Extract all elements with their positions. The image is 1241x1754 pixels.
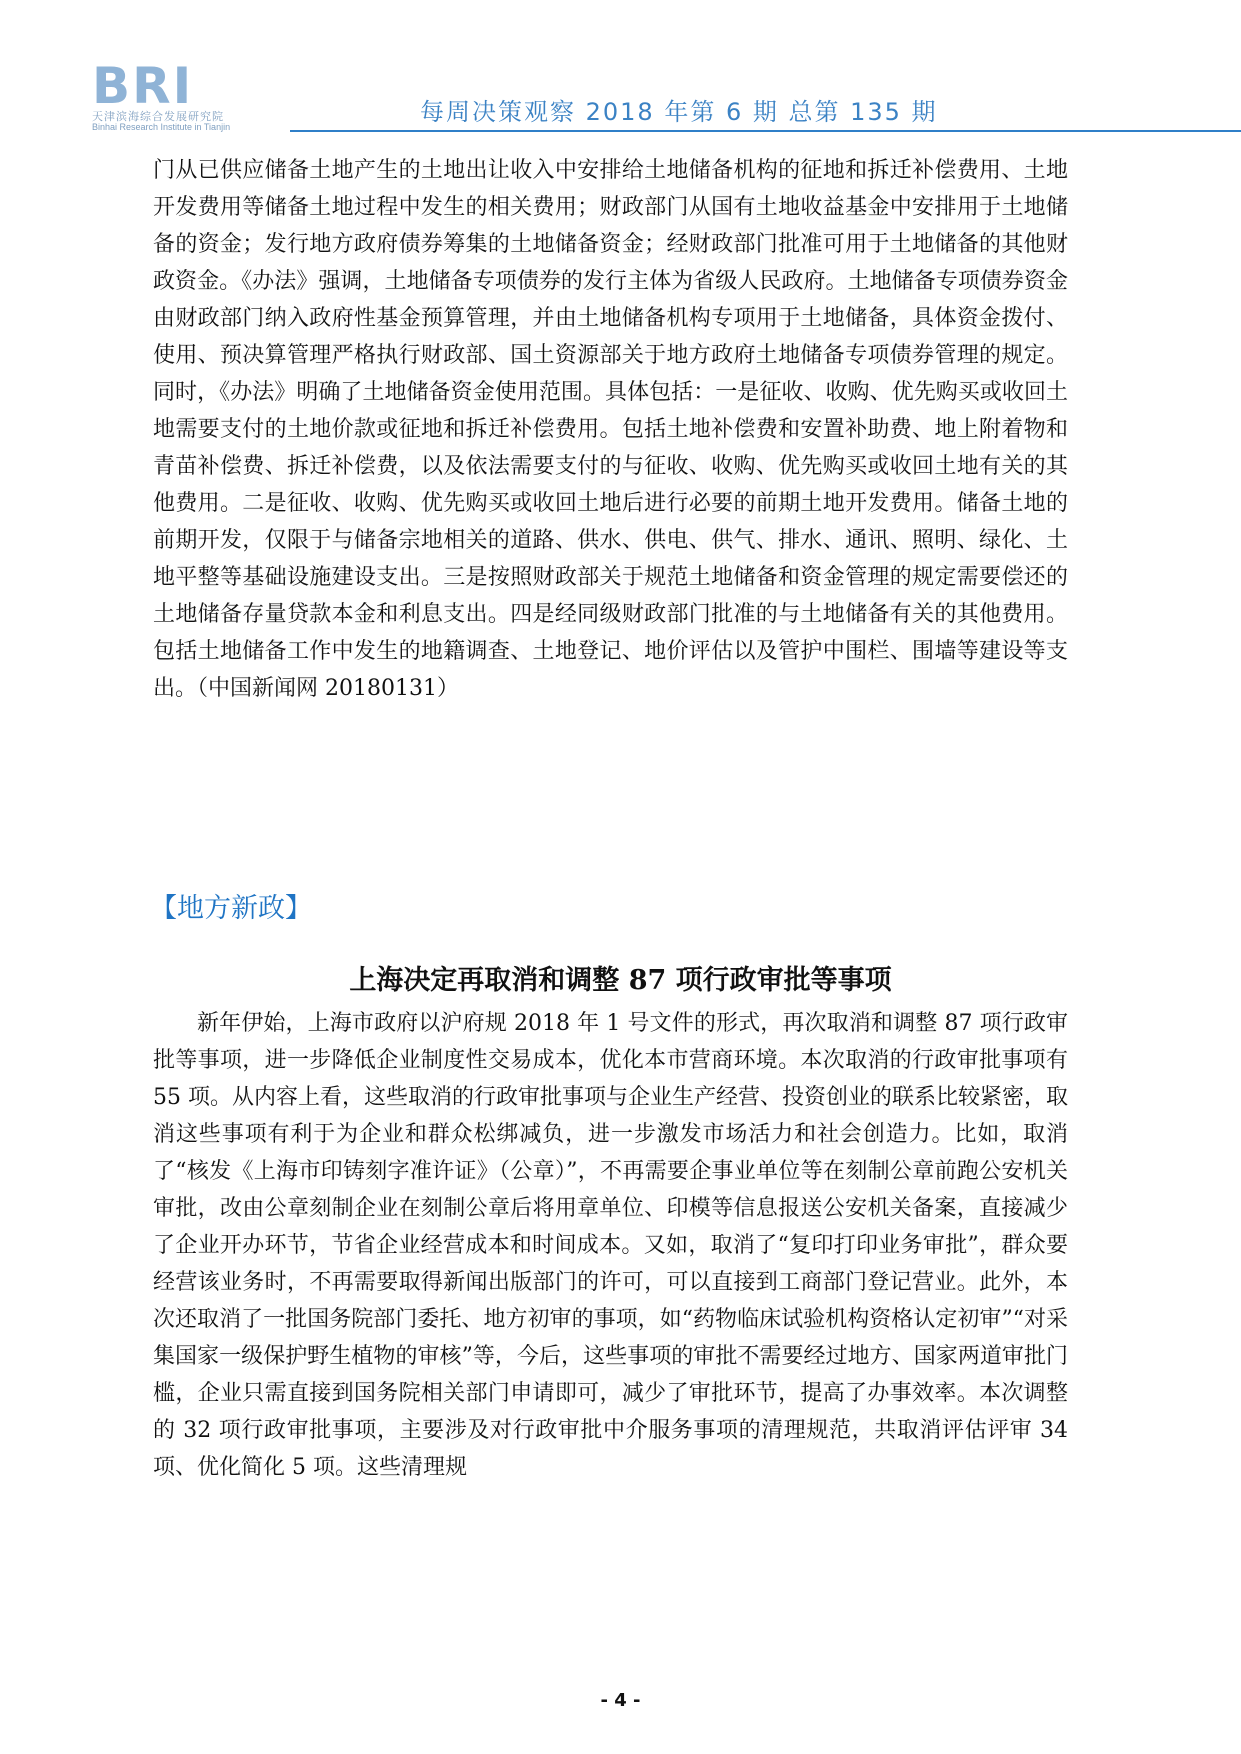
logo-chinese-name: 天津滨海综合发展研究院 xyxy=(92,110,224,123)
header-divider xyxy=(290,130,1241,132)
section-heading: 【地方新政】 xyxy=(150,893,312,924)
logo-wordmark: BRI xyxy=(92,57,194,115)
page-header xyxy=(0,0,1241,150)
logo-english-name: Binhai Research Institute in Tianjin xyxy=(92,122,231,132)
publication-issue-title: 每周决策观察 2018 年第 6 期 总第 135 期 xyxy=(420,98,938,126)
article-title: 上海决定再取消和调整 87 项行政审批等事项 xyxy=(349,965,892,996)
continued-paragraph: 门从已供应储备土地产生的土地出让收入中安排给土地储备机构的征地和拆迁补偿费用、土地开发费用等储备土地过程中发生的相关费用；财政部门从国有土地收益基金中安排用于土地储备的资金；发行地方政府债券筹集的土地储备资金；经财政部门批准可用于土地储备的其他财政资金。《办法》强调，土地储备专项债券的发行主体为省级人民政府。土地储备专项债券资金由财政部门纳入政府性基金预算管理，并由土地储备机构专项用于土地储备，具体资金拨付、使用、预决算管理严格执行财政部、国土资源部关于地方政府土地储备专项债券管理的规定。同时，《办法》明确了土地储备资金使用范围。具体包括：一是征收、收购、优先购买或收回土地需要支付的土地价款或征地和拆迁补偿费用。包括土地补偿费和安置补助费、地上附着物和青苗补偿费、拆迁补偿费，以及依法需要支付的与征收、收购、优先购买或收回土地有关的其他费用。二是征收、收购、优先购买或收回土地后进行必要的前期土地开发费用。储备土地的前期开发，仅限于与储备宗地相关的道路、供水、供电、供气、排水、通讯、照明、绿化、土地平整等基础设施建设支出。三是按照财政部关于规范土地储备和资金管理的规定需要偿还的土地储备存量贷款本金和利息支出。四是经同级财政部门批准的与土地储备有关的其他费用。包括土地储备工作中发生的地籍调查、土地登记、地价评估以及管护中围栏、围墙等建设等支出。（中国新闻网 20180131） xyxy=(153,158,1068,701)
page-number: - 4 - xyxy=(600,1690,641,1711)
bri-logo xyxy=(92,57,292,136)
article-paragraph: 新年伊始，上海市政府以沪府规 2018 年 1 号文件的形式，再次取消和调整 87 项行政审批等事项，进一步降低企业制度性交易成本，优化本市营商环境。本次取消的行政审批事项有 55 项。从内容上看，这些取消的行政审批事项与企业生产经营、投资创业的联系比较紧密，取消这些事项有利于为企业和群众松绑减负，进一步激发市场活力和社会创造力。比如，取消了“核发《上海市印铸刻字准许证》（公章）”，不再需要企事业单位等在刻制公章前跑公安机关审批，改由公章刻制企业在刻制公章后将用章单位、印模等信息报送公安机关备案，直接减少了企业开办环节，节省企业经营成本和时间成本。又如，取消了“复印打印业务审批”，群众要经营该业务时，不再需要取得新闻出版部门的许可，可以直接到工商部门登记营业。此外，本次还取消了一批国务院部门委托、地方初审的事项，如“药物临床试验机构资格认定初审”“对采集国家一级保护野生植物的审核”等，今后，这些事项的审批不需要经过地方、国家两道审批门槛，企业只需直接到国务院相关部门申请即可，减少了审批环节，提高了办事效率。本次调整的 32 项行政审批事项，主要涉及对行政审批中介服务事项的清理规范，共取消评估评审 34 项、优化简化 5 项。这些清理规 xyxy=(153,1011,1068,1480)
